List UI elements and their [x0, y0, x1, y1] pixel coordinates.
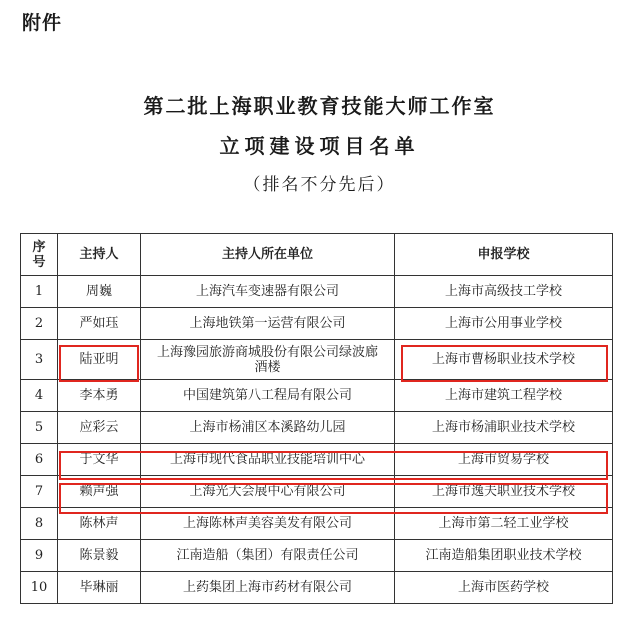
- header-unit: 主持人所在单位: [141, 234, 395, 276]
- cell-unit: 上海汽车变速器有限公司: [141, 276, 395, 308]
- document-title: 第二批上海职业教育技能大师工作室: [143, 94, 496, 118]
- cell-school: 上海市曹杨职业技术学校: [395, 340, 613, 380]
- table-row: [21, 572, 613, 604]
- table-row: [21, 340, 613, 380]
- cell-host: 周巍: [58, 276, 141, 308]
- table-row: [21, 508, 613, 540]
- cell-school: 上海市杨浦职业技术学校: [395, 412, 613, 444]
- cell-no: 6: [21, 444, 58, 476]
- cell-no: 4: [21, 380, 58, 412]
- cell-unit: 上海市现代食品职业技能培训中心: [141, 444, 395, 476]
- cell-host: 赖声强: [58, 476, 141, 508]
- table-row: [21, 380, 613, 412]
- cell-school: 上海市医药学校: [395, 572, 613, 604]
- cell-school: 上海市逸夫职业技术学校: [395, 476, 613, 508]
- header-host: 主持人: [58, 234, 141, 276]
- cell-unit: 上海豫园旅游商城股份有限公司绿波廊酒楼: [141, 340, 395, 380]
- cell-unit: 上海光大会展中心有限公司: [141, 476, 395, 508]
- cell-host: 于文华: [58, 444, 141, 476]
- cell-host: 应彩云: [58, 412, 141, 444]
- cell-unit: 上药集团上海市药材有限公司: [141, 572, 395, 604]
- cell-unit: 中国建筑第八工程局有限公司: [141, 380, 395, 412]
- cell-unit: 江南造船（集团）有限责任公司: [141, 540, 395, 572]
- header-school: 申报学校: [395, 234, 613, 276]
- cell-no: 3: [21, 340, 58, 380]
- cell-school: 上海市建筑工程学校: [395, 380, 613, 412]
- cell-no: 5: [21, 412, 58, 444]
- cell-unit: 上海地铁第一运营有限公司: [141, 308, 395, 340]
- cell-school: 上海市公用事业学校: [395, 308, 613, 340]
- table-row: [21, 276, 613, 308]
- cell-host: 陈景毅: [58, 540, 141, 572]
- cell-school: 上海市贸易学校: [395, 444, 613, 476]
- cell-no: 2: [21, 308, 58, 340]
- cell-unit: 上海市杨浦区本溪路幼儿园: [141, 412, 395, 444]
- table-row: [21, 412, 613, 444]
- cell-no: 9: [21, 540, 58, 572]
- table-row: [21, 308, 613, 340]
- project-list-table: [20, 233, 613, 604]
- table-row: [21, 476, 613, 508]
- cell-host: 陆亚明: [58, 340, 141, 380]
- table-row: [21, 444, 613, 476]
- cell-no: 10: [21, 572, 58, 604]
- cell-host: 严如珏: [58, 308, 141, 340]
- cell-school: 上海市高级技工学校: [395, 276, 613, 308]
- document-title-line2: 立项建设项目名单: [219, 134, 420, 158]
- table-header-row: [21, 234, 613, 276]
- cell-host: 李本勇: [58, 380, 141, 412]
- header-no: 序号: [21, 234, 58, 276]
- cell-school: 江南造船集团职业技术学校: [395, 540, 613, 572]
- cell-school: 上海市第二轻工业学校: [395, 508, 613, 540]
- cell-host: 陈林声: [58, 508, 141, 540]
- document-subtitle: （排名不分先后）: [243, 175, 396, 195]
- cell-no: 7: [21, 476, 58, 508]
- cell-no: 8: [21, 508, 58, 540]
- cell-host: 毕琳丽: [58, 572, 141, 604]
- table-row: [21, 540, 613, 572]
- cell-no: 1: [21, 276, 58, 308]
- cell-unit: 上海陈林声美容美发有限公司: [141, 508, 395, 540]
- attachment-label: 附件: [22, 12, 63, 34]
